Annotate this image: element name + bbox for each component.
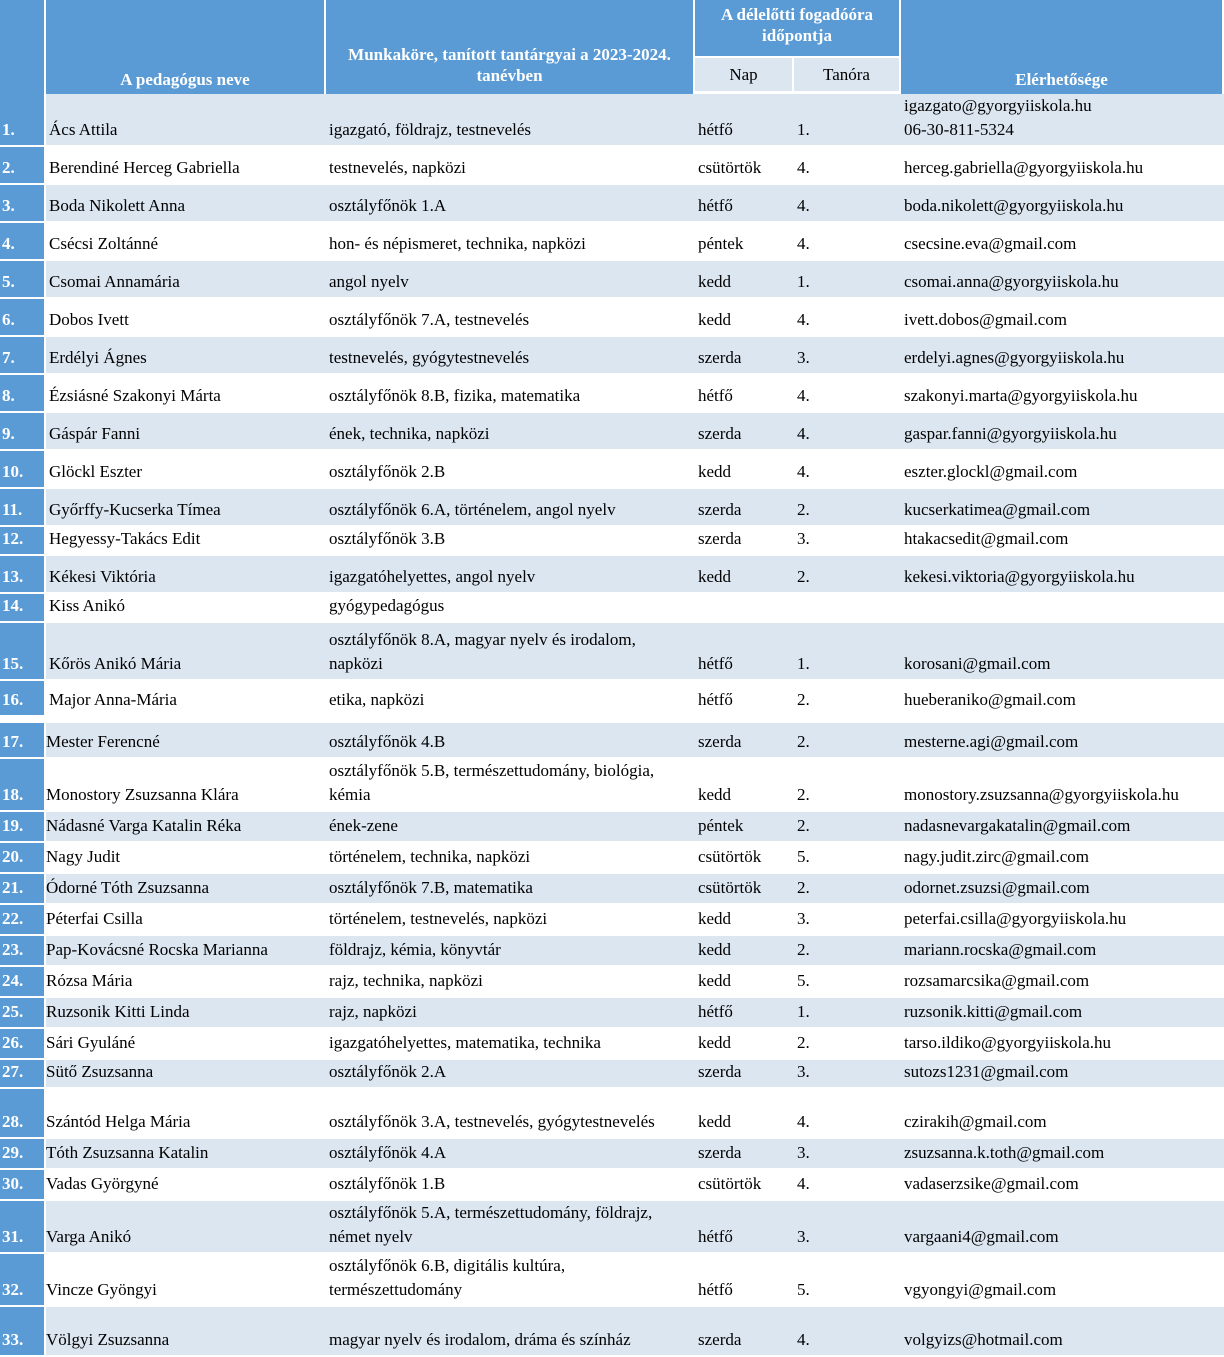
contact-info [901,623,1224,681]
job-subjects: osztályfőnök 8.B, fizika, matematika [326,375,695,413]
contact-info [901,94,1224,147]
job-subjects: történelem, technika, napközi [326,843,695,874]
contact-info [901,759,1224,812]
contact-info [901,998,1224,1029]
consultation-period: 2. [794,759,901,812]
contact-email: hueberaniko@gmail.com [904,690,1076,709]
consultation-day: kedd [695,967,794,998]
contact-info [901,299,1224,337]
consultation-period: 4. [794,223,901,261]
contact-email: rozsamarcsika@gmail.com [904,971,1090,990]
contact-email: vgyongyi@gmail.com [904,1280,1057,1299]
contact-email: boda.nikolett@gyorgyiiskola.hu [904,196,1124,215]
table-row [0,1060,1224,1089]
teacher-name: Péterfai Csilla [46,905,326,936]
job-subjects: osztályfőnök 2.A [326,1060,695,1089]
job-subjects: testnevelés, gyógytestnevelés [326,337,695,375]
table-row [0,556,1224,594]
consultation-period: 1. [794,998,901,1029]
consultation-day: kedd [695,299,794,337]
row-number: 10. [0,451,46,489]
consultation-period: 5. [794,1254,901,1307]
contact-email: szakonyi.marta@gyorgyiiskola.hu [904,386,1138,405]
consultation-day: hétfő [695,1254,794,1307]
contact-email: gaspar.fanni@gyorgyiiskola.hu [904,424,1117,443]
row-number: 2. [0,147,46,185]
consultation-period [794,594,901,623]
teacher-name: Mester Ferencné [46,723,326,759]
row-number: 9. [0,413,46,451]
consultation-day: hétfő [695,94,794,147]
consultation-day: szerda [695,1060,794,1089]
contact-email: ruzsonik.kitti@gmail.com [904,1002,1083,1021]
job-subjects: osztályfőnök 7.B, matematika [326,874,695,905]
consultation-period: 2. [794,489,901,527]
consultation-day: csütörtök [695,1170,794,1201]
consultation-period: 4. [794,375,901,413]
table-row [0,681,1224,717]
job-subjects: osztályfőnök 8.A, magyar nyelv és irodalom, napközi [326,623,695,681]
table-row [0,299,1224,337]
contact-phone: 06-30-811-5324 [904,120,1014,139]
contact-info [901,1060,1224,1089]
teacher-name: Ács Attila [46,94,326,147]
day-column-header: Nap [695,56,794,94]
table-row [0,1089,1224,1139]
consultation-period: 2. [794,812,901,843]
row-number: 18. [0,759,46,812]
consultation-period: 1. [794,94,901,147]
row-number: 21. [0,874,46,905]
teacher-name: Major Anna-Mária [46,681,326,717]
table-row [0,147,1224,185]
job-subjects: etika, napközi [326,681,695,717]
number-column-header [0,0,46,94]
job-subjects: ének-zene [326,812,695,843]
consultation-day: kedd [695,261,794,299]
consultation-period: 5. [794,967,901,998]
table-row [0,1307,1224,1357]
contact-email: herceg.gabriella@gyorgyiiskola.hu [904,158,1144,177]
consultation-day: péntek [695,812,794,843]
consultation-period: 3. [794,1060,901,1089]
consultation-period: 3. [794,337,901,375]
job-subjects: igazgatóhelyettes, matematika, technika [326,1029,695,1060]
table-row [0,905,1224,936]
contact-info [901,1089,1224,1139]
consultation-period: 4. [794,185,901,223]
consultation-period: 4. [794,1089,901,1139]
table-row [0,594,1224,623]
consultation-day: hétfő [695,375,794,413]
job-subjects: osztályfőnök 3.B [326,527,695,556]
contact-info [901,147,1224,185]
table-row [0,375,1224,413]
job-subjects: igazgatóhelyettes, angol nyelv [326,556,695,594]
job-subjects: osztályfőnök 4.A [326,1139,695,1170]
contact-info [901,1170,1224,1201]
row-number: 13. [0,556,46,594]
teacher-name: Boda Nikolett Anna [46,185,326,223]
job-subjects: rajz, technika, napközi [326,967,695,998]
teacher-name: Völgyi Zsuzsanna [46,1307,326,1357]
consultation-day: kedd [695,451,794,489]
consultation-day: szerda [695,723,794,759]
consultation-day: szerda [695,489,794,527]
consultation-period: 3. [794,1139,901,1170]
job-subjects: hon- és népismeret, technika, napközi [326,223,695,261]
consultation-period: 2. [794,936,901,967]
row-number: 17. [0,723,46,759]
contact-info [901,413,1224,451]
consultation-day [695,594,794,623]
teacher-name: Dobos Ivett [46,299,326,337]
job-subjects: magyar nyelv és irodalom, dráma és színház [326,1307,695,1357]
contact-email: tarso.ildiko@gyorgyiiskola.hu [904,1033,1112,1052]
contact-info [901,967,1224,998]
job-subjects: osztályfőnök 7.A, testnevelés [326,299,695,337]
row-number: 8. [0,375,46,413]
teacher-name: Sári Gyuláné [46,1029,326,1060]
row-number: 28. [0,1089,46,1139]
row-number: 5. [0,261,46,299]
row-number: 7. [0,337,46,375]
contact-column-header: Elérhetősége [901,0,1224,94]
consultation-day: kedd [695,905,794,936]
teacher-name: Kékesi Viktória [46,556,326,594]
contact-info [901,874,1224,905]
period-column-header: Tanóra [794,56,901,94]
table-row [0,936,1224,967]
job-subjects: osztályfőnök 1.B [326,1170,695,1201]
contact-info [901,489,1224,527]
teacher-name: Ézsiásné Szakonyi Márta [46,375,326,413]
contact-email: ivett.dobos@gmail.com [904,310,1067,329]
row-number: 11. [0,489,46,527]
consultation-period: 2. [794,556,901,594]
contact-email: nagy.judit.zirc@gmail.com [904,847,1089,866]
teacher-name: Berendiné Herceg Gabriella [46,147,326,185]
contact-email: volgyizs@hotmail.com [904,1330,1063,1349]
consultation-period: 4. [794,147,901,185]
consultation-period: 2. [794,874,901,905]
consultation-day: csütörtök [695,843,794,874]
contact-email: erdelyi.agnes@gyorgyiiskola.hu [904,348,1125,367]
teacher-name: Ruzsonik Kitti Linda [46,998,326,1029]
row-number: 26. [0,1029,46,1060]
contact-info [901,1201,1224,1254]
consultation-period: 4. [794,1170,901,1201]
table-row [0,723,1224,759]
name-column-header: A pedagógus neve [46,0,326,94]
consultation-period: 3. [794,527,901,556]
job-subjects: osztályfőnök 3.A, testnevelés, gyógytestnevelés [326,1089,695,1139]
teacher-name: Monostory Zsuzsanna Klára [46,759,326,812]
row-number: 29. [0,1139,46,1170]
row-number: 4. [0,223,46,261]
consultation-period: 2. [794,1029,901,1060]
teacher-name: Gáspár Fanni [46,413,326,451]
consultation-day: kedd [695,1089,794,1139]
row-number: 16. [0,681,46,717]
job-subjects: osztályfőnök 1.A [326,185,695,223]
teacher-name: Csécsi Zoltánné [46,223,326,261]
contact-info [901,556,1224,594]
table-row [0,998,1224,1029]
row-number: 6. [0,299,46,337]
job-subjects: ének, technika, napközi [326,413,695,451]
job-subjects: történelem, testnevelés, napközi [326,905,695,936]
consultation-day: szerda [695,1307,794,1357]
contact-info [901,1029,1224,1060]
table-row [0,451,1224,489]
table-row [0,527,1224,556]
contact-email: vargaani4@gmail.com [904,1227,1059,1246]
contact-email: peterfai.csilla@gyorgyiiskola.hu [904,909,1127,928]
consultation-day: kedd [695,556,794,594]
table-row [0,874,1224,905]
contact-info [901,337,1224,375]
contact-info [901,185,1224,223]
job-subjects: osztályfőnök 6.A, történelem, angol nyelv [326,489,695,527]
job-subjects: rajz, napközi [326,998,695,1029]
consultation-period: 3. [794,1201,901,1254]
contact-info [901,936,1224,967]
contact-email: zsuzsanna.k.toth@gmail.com [904,1143,1105,1162]
contact-info [901,1254,1224,1307]
table-row [0,623,1224,681]
table-row [0,185,1224,223]
row-number: 33. [0,1307,46,1357]
job-subjects: igazgató, földrajz, testnevelés [326,94,695,147]
consultation-period: 3. [794,905,901,936]
job-column-header: Munkaköre, tanított tantárgyai a 2023-2024. tanévben [326,0,695,94]
contact-info [901,681,1224,717]
job-subjects: testnevelés, napközi [326,147,695,185]
table-row [0,223,1224,261]
teacher-name: Erdélyi Ágnes [46,337,326,375]
teacher-name: Csomai Annamária [46,261,326,299]
contact-email: eszter.glockl@gmail.com [904,462,1078,481]
contact-email: csomai.anna@gyorgyiiskola.hu [904,272,1119,291]
contact-email: czirakih@gmail.com [904,1112,1047,1131]
table-row [0,1201,1224,1254]
contact-info [901,223,1224,261]
table-row [0,1029,1224,1060]
job-subjects: osztályfőnök 5.B, természettudomány, biológia, kémia [326,759,695,812]
consultation-day: péntek [695,223,794,261]
table-header [0,0,1224,94]
contact-info [901,723,1224,759]
teacher-name: Kiss Anikó [46,594,326,623]
consultation-day: hétfő [695,1201,794,1254]
contact-email: mariann.rocska@gmail.com [904,940,1097,959]
contact-email: odornet.zsuzsi@gmail.com [904,878,1090,897]
table-row [0,1139,1224,1170]
consultation-period: 1. [794,261,901,299]
contact-info [901,1139,1224,1170]
row-number: 20. [0,843,46,874]
job-subjects: földrajz, kémia, könyvtár [326,936,695,967]
contact-info [901,843,1224,874]
consultation-period: 4. [794,1307,901,1357]
teacher-name: Hegyessy-Takács Edit [46,527,326,556]
job-subjects: osztályfőnök 4.B [326,723,695,759]
table-row [0,94,1224,147]
teacher-name: Szántód Helga Mária [46,1089,326,1139]
contact-info [901,812,1224,843]
job-subjects: angol nyelv [326,261,695,299]
contact-info [901,527,1224,556]
table-row [0,967,1224,998]
consultation-day: szerda [695,413,794,451]
contact-email: csecsine.eva@gmail.com [904,234,1077,253]
table-row [0,413,1224,451]
teacher-name: Glöckl Eszter [46,451,326,489]
contact-email: korosani@gmail.com [904,654,1051,673]
consultation-period: 2. [794,723,901,759]
contact-info [901,451,1224,489]
contact-info [901,1307,1224,1357]
contact-info [901,375,1224,413]
table-row [0,1170,1224,1201]
teacher-name: Varga Anikó [46,1201,326,1254]
row-number: 24. [0,967,46,998]
contact-email: monostory.zsuzsanna@gyorgyiiskola.hu [904,785,1179,804]
contact-email: vadaserzsike@gmail.com [904,1174,1079,1193]
row-number: 19. [0,812,46,843]
teacher-name: Nádasné Varga Katalin Réka [46,812,326,843]
consultation-period: 5. [794,843,901,874]
job-subjects: osztályfőnök 2.B [326,451,695,489]
row-number: 15. [0,623,46,681]
table-row [0,843,1224,874]
consultation-day: csütörtök [695,874,794,905]
consultation-day: kedd [695,1029,794,1060]
contact-email: kekesi.viktoria@gyorgyiiskola.hu [904,567,1135,586]
consultation-time-header: A délelőtti fogadóóra időpontja [695,0,901,56]
consultation-day: szerda [695,1139,794,1170]
consultation-period: 4. [794,413,901,451]
teacher-name: Nagy Judit [46,843,326,874]
contact-email: igazgato@gyorgyiiskola.hu [904,96,1092,115]
contact-info [901,905,1224,936]
teacher-name: Rózsa Mária [46,967,326,998]
consultation-day: hétfő [695,623,794,681]
consultation-day: kedd [695,936,794,967]
consultation-day: hétfő [695,998,794,1029]
contact-info [901,594,1224,623]
row-number: 1. [0,94,46,147]
row-number: 23. [0,936,46,967]
teacher-name: Győrffy-Kucserka Tímea [46,489,326,527]
consultation-period: 1. [794,623,901,681]
row-number: 14. [0,594,46,623]
job-subjects: osztályfőnök 6.B, digitális kultúra, természettudomány [326,1254,695,1307]
row-number: 12. [0,527,46,556]
table-body [0,94,1224,1357]
consultation-period: 2. [794,681,901,717]
consultation-period: 4. [794,451,901,489]
job-subjects: osztályfőnök 5.A, természettudomány, földrajz, német nyelv [326,1201,695,1254]
table-row [0,489,1224,527]
teacher-name: Ódorné Tóth Zsuzsanna [46,874,326,905]
consultation-day: hétfő [695,185,794,223]
contact-email: sutozs1231@gmail.com [904,1062,1069,1081]
table-row [0,1254,1224,1307]
table-row [0,261,1224,299]
contact-email: htakacsedit@gmail.com [904,529,1069,548]
teacher-name: Kőrös Anikó Mária [46,623,326,681]
teacher-name: Vincze Gyöngyi [46,1254,326,1307]
teacher-name: Pap-Kovácsné Rocska Marianna [46,936,326,967]
teacher-name: Vadas Györgyné [46,1170,326,1201]
row-number: 27. [0,1060,46,1089]
contact-info [901,261,1224,299]
teacher-name: Sütő Zsuzsanna [46,1060,326,1089]
table-row [0,812,1224,843]
row-number: 25. [0,998,46,1029]
consultation-day: hétfő [695,681,794,717]
row-number: 30. [0,1170,46,1201]
table-row [0,337,1224,375]
table-row [0,759,1224,812]
teacher-name: Tóth Zsuzsanna Katalin [46,1139,326,1170]
contact-email: nadasnevargakatalin@gmail.com [904,816,1131,835]
consultation-day: szerda [695,527,794,556]
row-number: 32. [0,1254,46,1307]
consultation-period: 4. [794,299,901,337]
row-number: 22. [0,905,46,936]
contact-email: mesterne.agi@gmail.com [904,732,1079,751]
contact-email: kucserkatimea@gmail.com [904,500,1091,519]
consultation-day: kedd [695,759,794,812]
job-subjects: gyógypedagógus [326,594,695,623]
consultation-day: szerda [695,337,794,375]
row-number: 3. [0,185,46,223]
consultation-day: csütörtök [695,147,794,185]
row-number: 31. [0,1201,46,1254]
